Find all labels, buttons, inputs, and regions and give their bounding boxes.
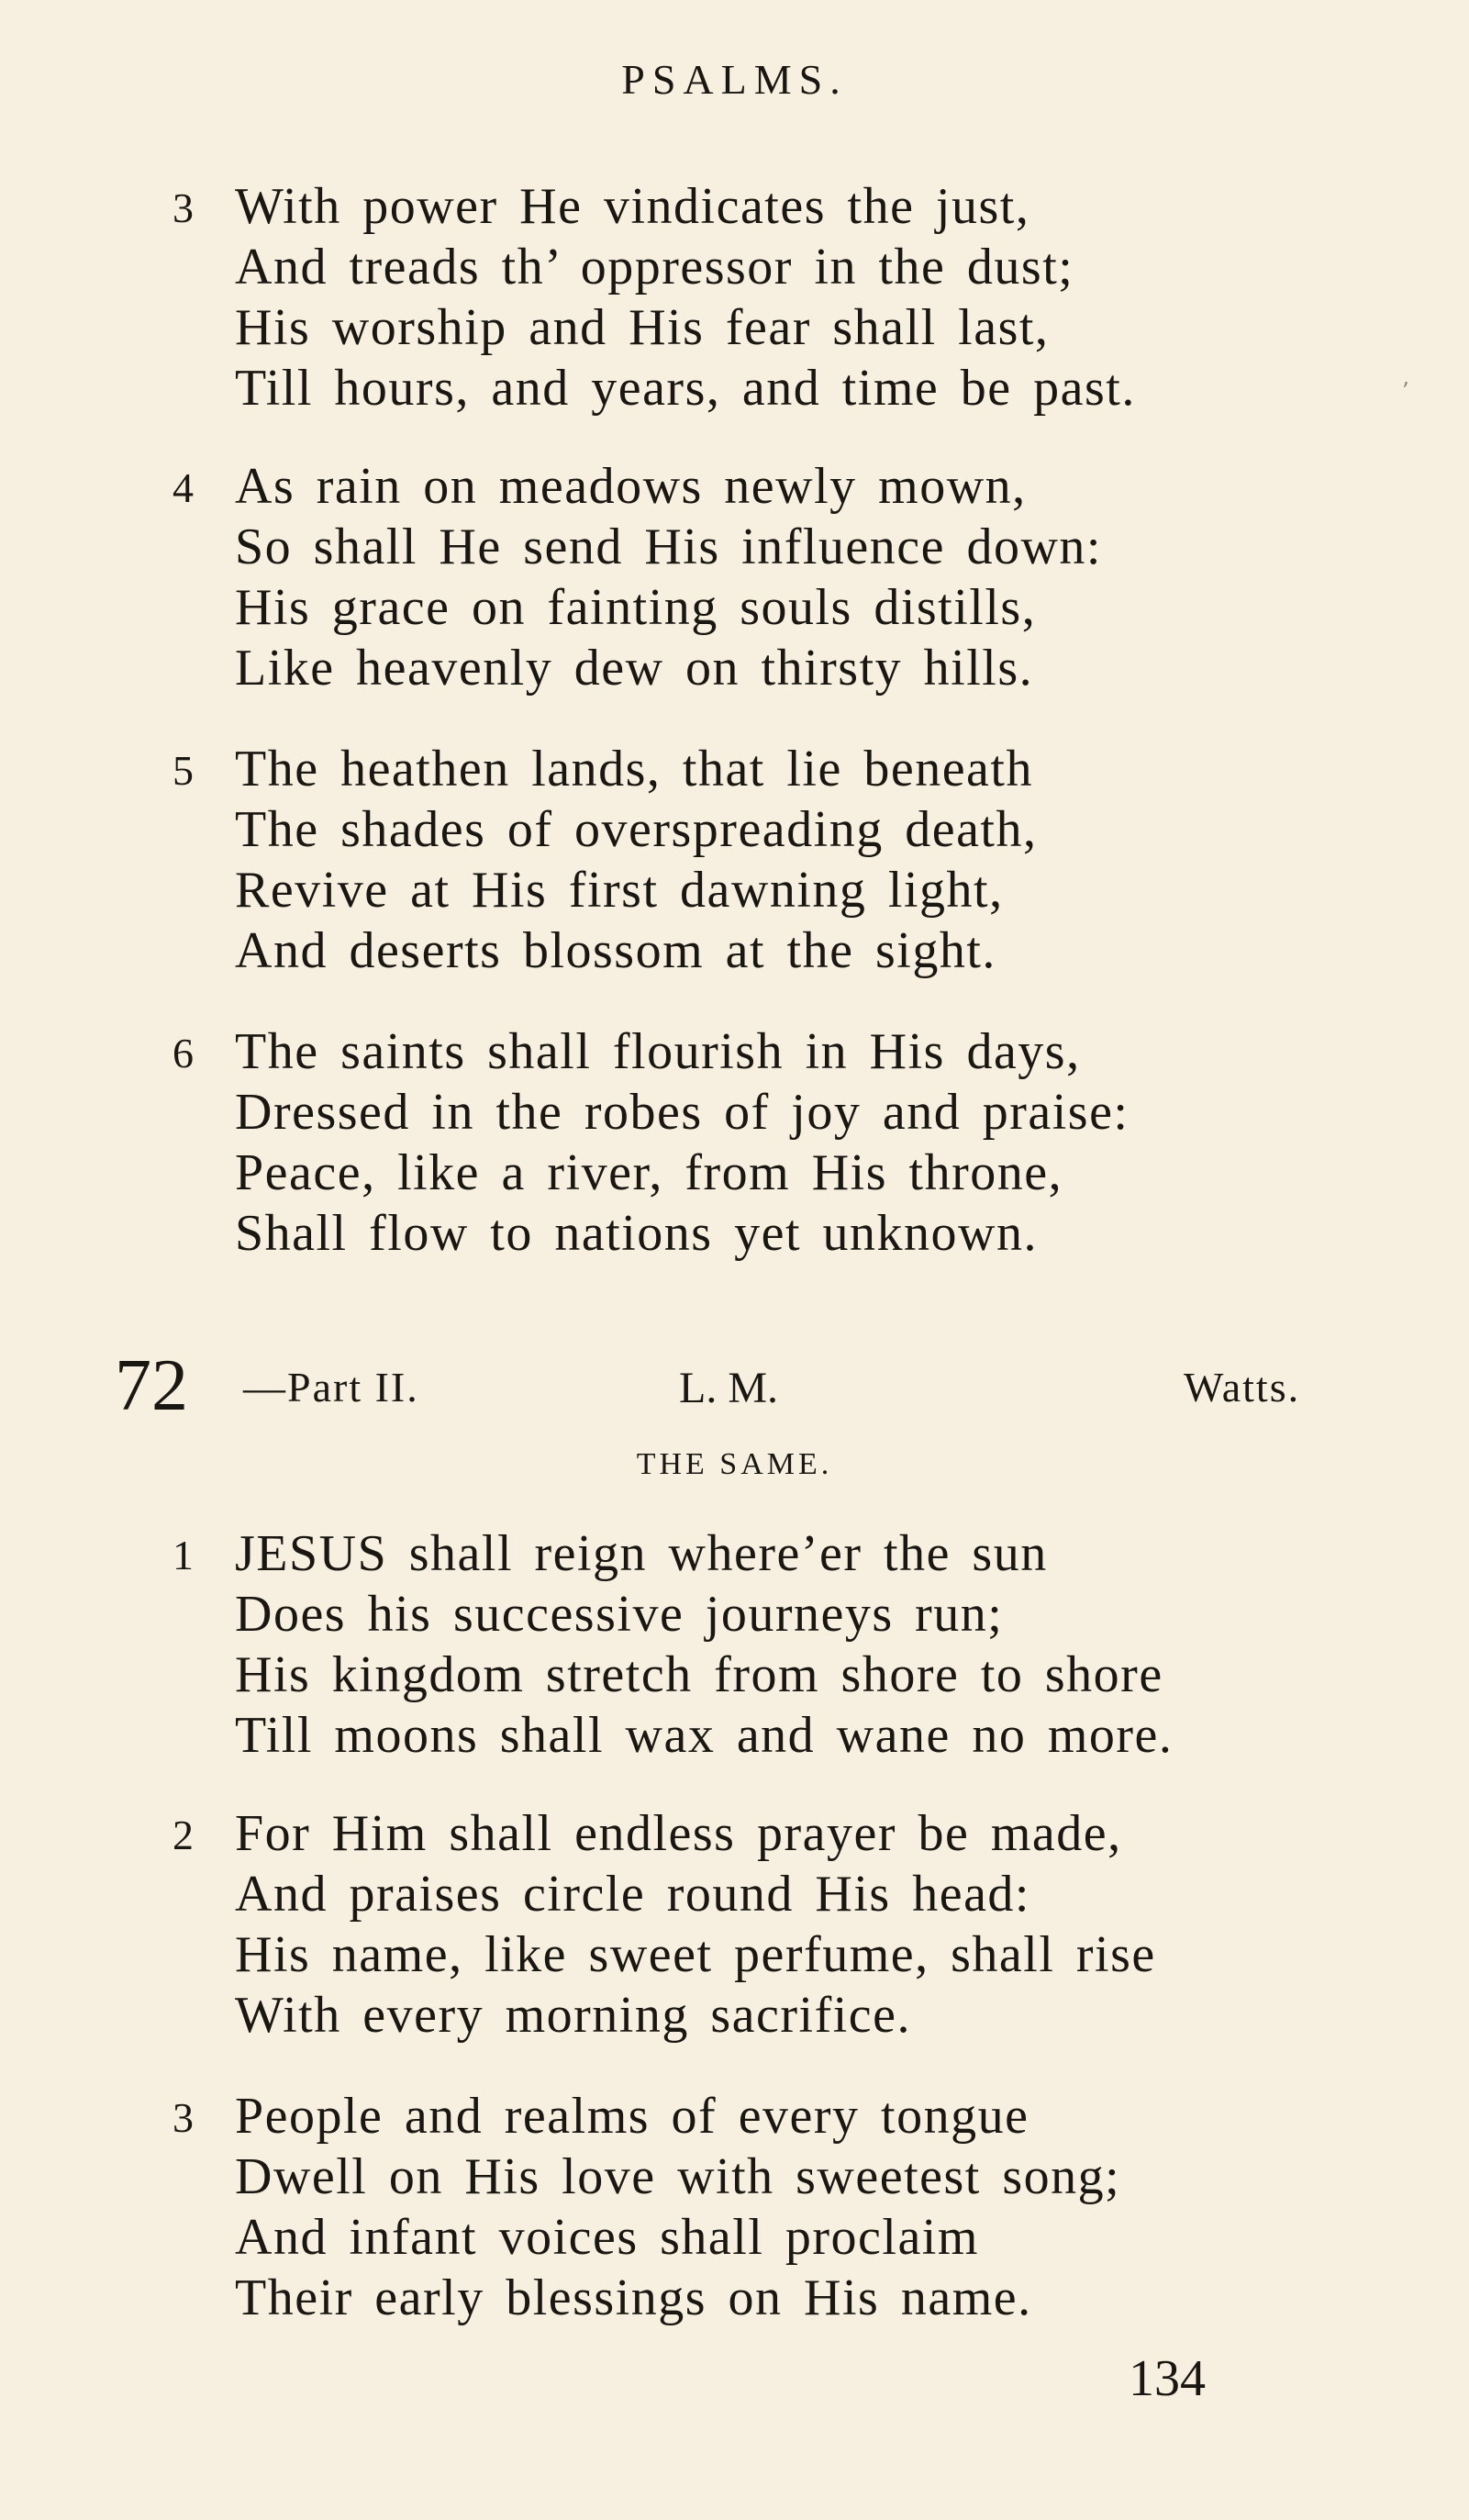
verse-line: Revive at His first dawning light, xyxy=(235,862,1004,919)
stanza-number: 2 xyxy=(172,1812,194,1858)
verse-line: JESUS shall reign where’er the sun xyxy=(235,1525,1048,1582)
verse-line: And treads th’ oppressor in the dust; xyxy=(235,239,1074,295)
verse-line: Till hours, and years, and time be past. xyxy=(235,360,1136,417)
stanza-number: 3 xyxy=(172,2094,194,2141)
hymn-number: 72 xyxy=(115,1345,188,1426)
verse-line: For Him shall endless prayer be made, xyxy=(235,1805,1122,1862)
stanza-number: 5 xyxy=(172,747,194,794)
verse-line: Their early blessings on His name. xyxy=(235,2269,1032,2326)
margin-mark: ’ xyxy=(1402,378,1409,404)
verse-line: With every morning sacrifice. xyxy=(235,1987,911,2044)
verse-line: With power He vindicates the just, xyxy=(235,178,1030,235)
verse-line: Peace, like a river, from His throne, xyxy=(235,1144,1063,1201)
page-number: 134 xyxy=(1129,2350,1206,2407)
hymn-subtitle: THE SAME. xyxy=(636,1447,833,1481)
verse-line: Shall flow to nations yet unknown. xyxy=(235,1205,1038,1262)
verse-line: Dwell on His love with sweetest song; xyxy=(235,2148,1121,2205)
verse-line: His kingdom stretch from shore to shore xyxy=(235,1646,1163,1703)
verse-line: As rain on meadows newly mown, xyxy=(235,458,1027,515)
stanza-number: 4 xyxy=(172,464,194,511)
stanza-number: 3 xyxy=(172,184,194,231)
hymn-header xyxy=(0,1344,1469,1427)
hymn-author: Watts. xyxy=(1184,1364,1301,1411)
verse-line: And deserts blossom at the sight. xyxy=(235,922,996,979)
verse-line: His grace on fainting souls distills, xyxy=(235,579,1037,636)
verse-line: His name, like sweet perfume, shall rise xyxy=(235,1926,1156,1983)
hymn-part: —Part II. xyxy=(243,1364,419,1411)
verse-line: Dressed in the robes of joy and praise: xyxy=(235,1084,1130,1141)
verse-line: The saints shall flourish in His days, xyxy=(235,1023,1081,1080)
verse-line: Like heavenly dew on thirsty hills. xyxy=(235,640,1034,697)
verse-line: The shades of overspreading death, xyxy=(235,801,1038,858)
verse-line: Does his successive journeys run; xyxy=(235,1586,1004,1643)
verse-line: Till moons shall wax and wane no more. xyxy=(235,1707,1174,1764)
stanza-number: 6 xyxy=(172,1030,194,1076)
verse-line: His worship and His fear shall last, xyxy=(235,299,1050,356)
verse-line: And infant voices shall proclaim xyxy=(235,2209,979,2266)
verse-line: The heathen lands, that lie beneath xyxy=(235,741,1033,797)
stanza-number: 1 xyxy=(172,1532,194,1578)
verse-line: And praises circle round His head: xyxy=(235,1866,1030,1923)
running-head: PSALMS. xyxy=(621,56,848,103)
hymn-meter: L. M. xyxy=(679,1364,778,1412)
verse-line: So shall He send His influence down: xyxy=(235,518,1102,575)
verse-line: People and realms of every tongue xyxy=(235,2088,1029,2145)
